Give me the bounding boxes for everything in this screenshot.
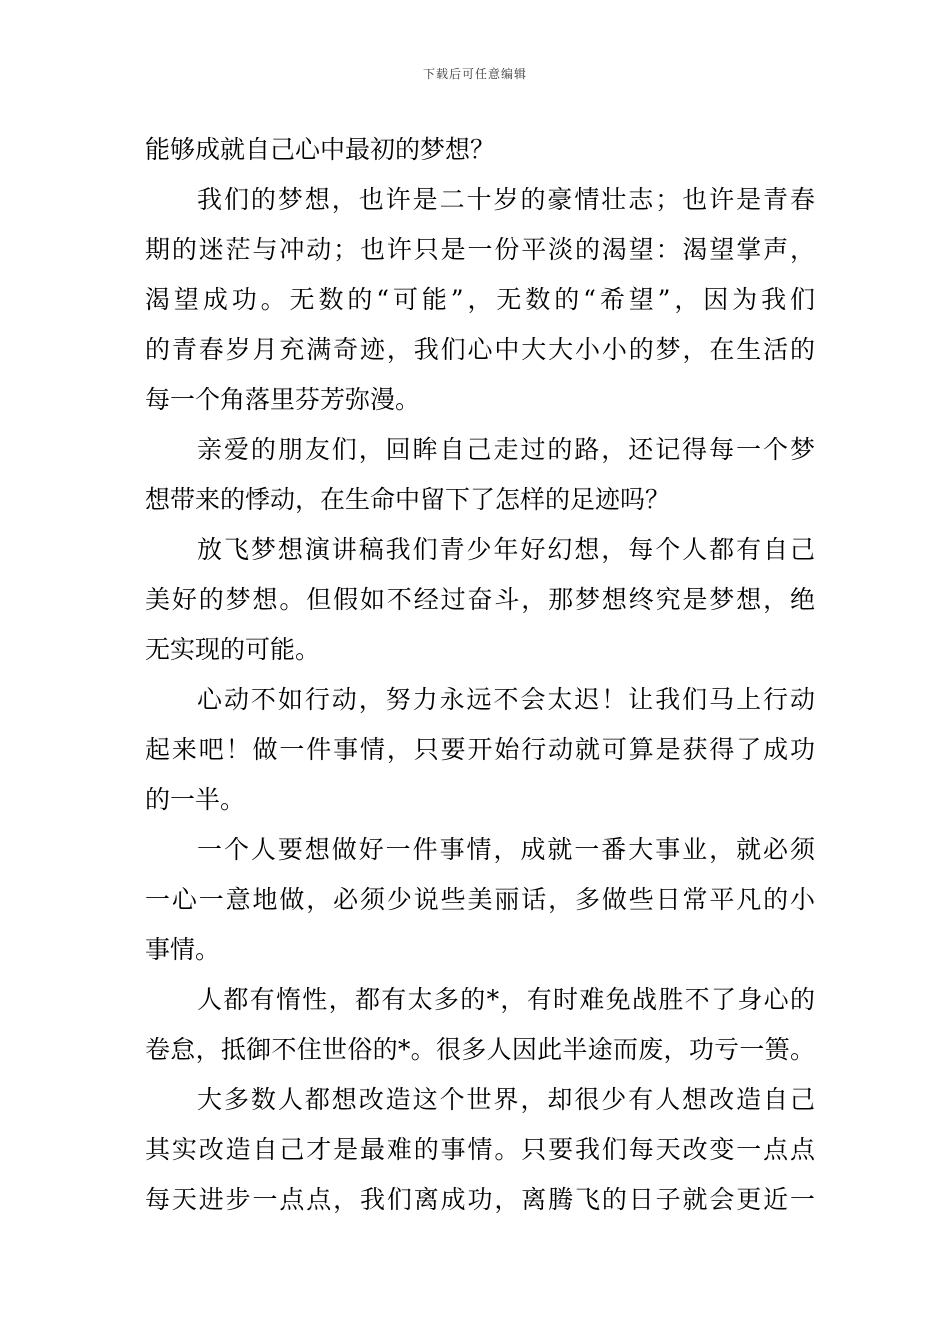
text-line: 渴望成功。无数的“可能”，无数的“希望”，因为我们 — [145, 285, 815, 314]
text-line: 每天进步一点点，我们离成功，离腾飞的日子就会更近一 — [145, 1185, 815, 1214]
text-line: 一心一意地做，必须少说些美丽话，多做些日常平凡的小 — [145, 885, 815, 914]
text-line: 亲爱的朋友们，回眸自己走过的路，还记得每一个梦 — [197, 435, 815, 464]
document-body — [145, 125, 815, 1225]
text-line: 人都有惰性，都有太多的*，有时难免战胜不了身心的 — [197, 985, 815, 1014]
text-line: 无实现的可能。 — [145, 635, 321, 664]
text-line: 想带来的悸动，在生命中留下了怎样的足迹吗？ — [145, 485, 671, 514]
text-line: 的一半。 — [145, 785, 246, 814]
text-line: 每一个角落里芬芳弥漫。 — [145, 385, 421, 414]
text-line: 美好的梦想。但假如不经过奋斗，那梦想终究是梦想，绝 — [145, 585, 815, 614]
text-line: 能够成就自己心中最初的梦想？ — [145, 135, 496, 164]
text-line: 事情。 — [145, 935, 221, 964]
page-header-note: 下载后可任意编辑 — [422, 67, 527, 81]
text-line: 心动不如行动，努力永远不会太迟！让我们马上行动 — [197, 685, 815, 714]
text-line: 的青春岁月充满奇迹，我们心中大大小小的梦，在生活的 — [145, 335, 815, 364]
text-line: 我们的梦想，也许是二十岁的豪情壮志；也许是青春 — [197, 185, 815, 214]
text-line: 卷怠，抵御不住世俗的*。很多人因此半途而废，功亏一篑。 — [145, 1035, 815, 1064]
text-line: 其实改造自己才是最难的事情。只要我们每天改变一点点 — [145, 1135, 815, 1164]
text-line: 起来吧！做一件事情，只要开始行动就可算是获得了成功 — [145, 735, 815, 764]
text-line: 期的迷茫与冲动；也许只是一份平淡的渴望：渴望掌声， — [145, 235, 815, 264]
text-line: 一个人要想做好一件事情，成就一番大事业，就必须 — [197, 835, 815, 864]
text-line: 放飞梦想演讲稿我们青少年好幻想，每个人都有自己 — [197, 535, 815, 564]
text-line: 大多数人都想改造这个世界，却很少有人想改造自己 — [197, 1085, 815, 1114]
